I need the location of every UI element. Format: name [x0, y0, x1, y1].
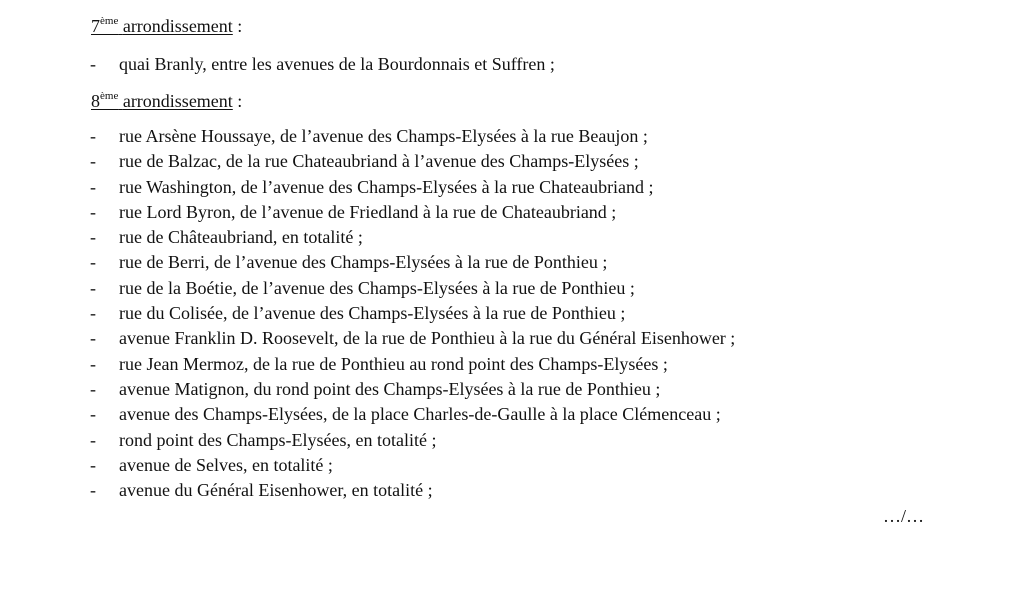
heading-7e-colon: :	[232, 16, 243, 36]
street-text: avenue des Champs-Elysées, de la place Charles-de-Gaulle à la place Clémenceau ;	[119, 404, 721, 425]
street-text: avenue du Général Eisenhower, en totalité ;	[119, 480, 433, 501]
street-text: avenue Matignon, du rond point des Champs-Elysées à la rue de Ponthieu ;	[119, 378, 661, 399]
heading-7e-title: arrondissement	[122, 16, 233, 36]
street-text: quai Branly, entre les avenues de la Bourdonnais et Suffren ;	[119, 54, 555, 74]
street-text: rond point des Champs-Elysées, en totalité ;	[119, 429, 437, 450]
bullet-dash: -	[90, 404, 96, 425]
street-text: rue Washington, de l’avenue des Champs-Elysées à la rue Chateaubriand ;	[119, 176, 654, 197]
street-text: rue Arsène Houssaye, de l’avenue des Champs-Elysées à la rue Beaujon ;	[119, 126, 648, 146]
heading-8e-arrondissement	[91, 90, 242, 112]
street-text: rue de la Boétie, de l’avenue des Champs-Elysées à la rue de Ponthieu ;	[119, 277, 635, 298]
bullet-dash: -	[90, 303, 96, 324]
street-text: rue de Châteaubriand, en totalité ;	[119, 227, 363, 248]
bullet-dash: -	[90, 378, 96, 399]
bullet-dash: -	[90, 176, 96, 197]
bullet-dash: -	[90, 54, 96, 74]
street-text: rue Jean Mermoz, de la rue de Ponthieu au rond point des Champs-Elysées ;	[119, 353, 668, 374]
street-text: rue de Berri, de l’avenue des Champs-Elysées à la rue de Ponthieu ;	[119, 252, 608, 273]
bullet-dash: -	[90, 252, 96, 273]
bullet-dash: -	[90, 328, 96, 349]
bullet-dash: -	[90, 353, 96, 374]
heading-8e-colon: :	[232, 91, 243, 111]
heading-7e-number: 7	[91, 16, 100, 36]
street-text: rue du Colisée, de l’avenue des Champs-Elysées à la rue de Ponthieu ;	[119, 303, 626, 324]
heading-8e-underlined	[91, 91, 233, 111]
heading-8e-title: arrondissement	[122, 91, 233, 111]
heading-8e-number: 8	[91, 91, 100, 111]
street-text: rue de Balzac, de la rue Chateaubriand à l’avenue des Champs-Elysées ;	[119, 151, 639, 172]
bullet-dash: -	[90, 126, 96, 146]
continuation-mark: …/…	[883, 506, 925, 526]
bullet-dash: -	[90, 277, 96, 298]
heading-7e-superscript: ème	[100, 15, 119, 27]
street-text: avenue de Selves, en totalité ;	[119, 454, 333, 475]
bullet-dash: -	[90, 429, 96, 450]
street-text: avenue Franklin D. Roosevelt, de la rue de Ponthieu à la rue du Général Eisenhower ;	[119, 328, 736, 349]
bullet-dash: -	[90, 151, 96, 172]
heading-7e-arrondissement	[91, 15, 242, 37]
bullet-dash: -	[90, 227, 96, 248]
street-text: rue Lord Byron, de l’avenue de Friedland à la rue de Chateaubriand ;	[119, 201, 617, 222]
bullet-dash: -	[90, 480, 96, 501]
heading-8e-superscript: ème	[100, 90, 119, 102]
bullet-dash: -	[90, 201, 96, 222]
bullet-dash: -	[90, 454, 96, 475]
heading-7e-underlined	[91, 16, 233, 36]
